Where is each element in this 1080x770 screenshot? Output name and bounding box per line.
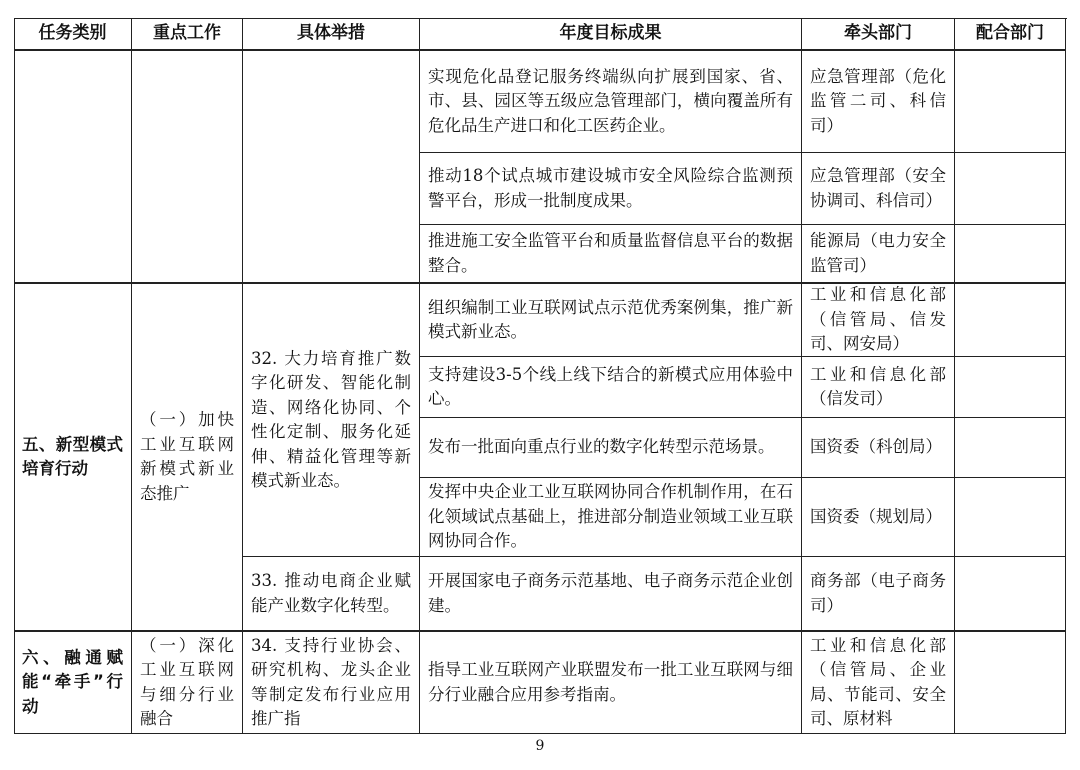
goal-cell	[420, 51, 802, 153]
header-lead	[802, 18, 955, 51]
header-category	[14, 18, 132, 51]
category-cell	[14, 51, 132, 283]
lead-cell	[802, 478, 955, 557]
lead-cell	[802, 357, 955, 418]
lead-text: 商务部（电子商务司）	[810, 571, 946, 615]
measure-cell	[243, 631, 420, 734]
lead-cell	[802, 557, 955, 631]
support-cell	[955, 478, 1066, 557]
category-cell	[14, 283, 132, 631]
lead-cell	[802, 418, 955, 478]
header-text: 具体举措	[297, 23, 365, 44]
header-support	[955, 18, 1066, 51]
goal-cell	[420, 557, 802, 631]
header-text: 配合部门	[976, 23, 1044, 44]
measure-text: 33. 推动电商企业赋能产业数字化转型。	[251, 571, 411, 615]
support-cell	[955, 225, 1066, 283]
support-cell	[955, 153, 1066, 225]
lead-cell	[802, 283, 955, 357]
lead-cell	[802, 631, 955, 734]
support-cell	[955, 283, 1066, 357]
header-measure	[243, 18, 420, 51]
lead-text: 工业和信息化部（信管局、信发司、网安局）	[810, 285, 946, 354]
goal-text: 推动18个试点城市建设城市安全风险综合监测预警平台，形成一批制度成果。	[428, 166, 793, 210]
support-cell	[955, 418, 1066, 478]
goal-cell	[420, 357, 802, 418]
goal-text: 支持建设3-5个线上线下结合的新模式应用体验中心。	[428, 364, 793, 408]
goal-cell	[420, 225, 802, 283]
lead-cell	[802, 51, 955, 153]
measure-cell	[243, 557, 420, 631]
measure-text: 32. 大力培育推广数字化研发、智能化制造、网络化协同、个性化定制、服务化延伸、精益化管理等新模式新业态。	[251, 348, 411, 490]
key-work-text: （一）深化工业互联网与细分行业融合	[140, 635, 234, 728]
key-work-cell	[132, 51, 243, 283]
lead-text: 工业和信息化部（信发司）	[810, 364, 946, 408]
lead-text: 国资委（规划局）	[810, 506, 942, 526]
goal-text: 指导工业互联网产业联盟发布一批工业互联网与细分行业融合应用参考指南。	[428, 660, 793, 704]
lead-text: 应急管理部（安全协调司、科信司）	[810, 166, 946, 210]
measure-cell	[243, 51, 420, 283]
key-work-cell	[132, 283, 243, 631]
key-work-cell	[132, 631, 243, 734]
support-cell	[955, 557, 1066, 631]
goal-cell	[420, 478, 802, 557]
goal-text: 组织编制工业互联网试点示范优秀案例集，推广新模式新业态。	[428, 297, 793, 341]
header-key-work	[132, 18, 243, 51]
header-text: 重点工作	[153, 23, 221, 44]
lead-text: 应急管理部（危化监管二司、科信司）	[810, 66, 946, 135]
measure-cell	[243, 283, 420, 557]
goal-text: 发布一批面向重点行业的数字化转型示范场景。	[428, 437, 775, 457]
category-text: 五、新型模式培育行动	[22, 434, 123, 478]
lead-text: 工业和信息化部（信管局、企业局、节能司、安全司、原材料	[810, 635, 946, 728]
header-text: 年度目标成果	[559, 23, 662, 44]
lead-text: 能源局（电力安全监管司）	[810, 231, 946, 275]
category-text: 六、融通赋能“牵手”行动	[22, 647, 123, 716]
category-cell	[14, 631, 132, 734]
support-cell	[955, 631, 1066, 734]
goal-cell	[420, 153, 802, 225]
header-text: 任务类别	[38, 23, 107, 44]
goal-cell	[420, 631, 802, 734]
goal-text: 发挥中央企业工业互联网协同合作机制作用，在石化领域试点基础上，推进部分制造业领域工业互联网协同合作。	[428, 482, 793, 551]
goal-text: 开展国家电子商务示范基地、电子商务示范企业创建。	[428, 571, 793, 615]
lead-text: 国资委（科创局）	[810, 437, 942, 457]
header-text: 牵头部门	[844, 23, 912, 44]
goal-text: 推进施工安全监管平台和质量监督信息平台的数据整合。	[428, 231, 793, 275]
goal-cell	[420, 418, 802, 478]
header-goal	[420, 18, 802, 51]
support-cell	[955, 357, 1066, 418]
goal-text: 实现危化品登记服务终端纵向扩展到国家、省、市、县、园区等五级应急管理部门，横向覆盖所有危化品生产进口和化工医药企业。	[428, 66, 793, 135]
key-work-text: （一）加快工业互联网新模式新业态推广	[140, 410, 234, 503]
lead-cell	[802, 225, 955, 283]
goal-cell	[420, 283, 802, 357]
support-cell	[955, 51, 1066, 153]
measure-text: 34. 支持行业协会、研究机构、龙头企业等制定发布行业应用推广指	[251, 635, 411, 728]
page-number: 9	[535, 738, 545, 754]
lead-cell	[802, 153, 955, 225]
